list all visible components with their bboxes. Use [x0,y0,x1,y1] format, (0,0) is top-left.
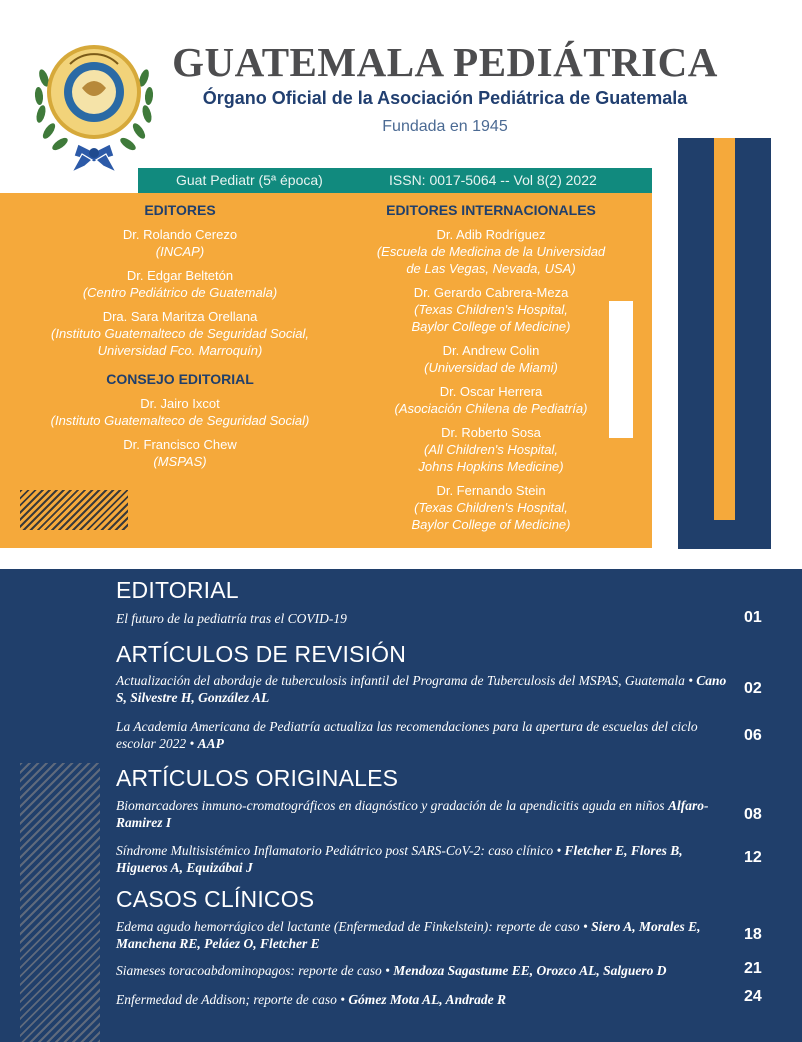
toc-page-number: 08 [744,806,762,823]
intl-editor-institution: (All Children's Hospital, [424,442,558,457]
toc-entry-authors: Mendoza Sagastume EE, Orozco AL, Salguero D [393,963,667,978]
intl-editor-name: Dr. Fernando Stein [436,483,546,498]
board-entry [20,436,340,470]
toc-entry-title: La Academia Americana de Pediatría actualiza las recomendaciones para la apertura de escuelas del ciclo escolar 2022 • [116,719,698,751]
toc-page-number: 01 [744,609,762,626]
toc-entry-title: Siameses toracoabdominopagos: reporte de caso • [116,963,394,978]
toc-page-number: 24 [744,988,762,1005]
intl-editor-entry [355,482,627,533]
intl-editor-institution: Johns Hopkins Medicine) [418,459,564,474]
toc-entry-authors: Fletcher E, Flores B, Higueros A, Equizábai J [116,843,683,875]
intl-editor-name: Dr. Gerardo Cabrera-Meza [413,285,569,300]
intl-editor-name: Dr. Roberto Sosa [441,425,541,440]
toc-entry-title: Enfermedad de Addison; reporte de caso • [116,992,349,1007]
toc-entry[interactable] [116,672,736,706]
intl-editor-institution: (Texas Children's Hospital, [414,302,568,317]
toc-entry-authors: Alfaro-Ramirez I [116,798,709,830]
board-heading: CONSEJO EDITORIAL [106,371,254,387]
toc-entry-authors: AAP [197,736,224,751]
toc-entry-title: Edema agudo hemorrágico del lactante (Enfermedad de Finkelstein): reporte de caso • [116,919,592,934]
toc-entry-title: Síndrome Multisistémico Inflamatorio Pediátrico post SARS-CoV-2: caso clínico • [116,843,565,858]
intl-editor-name: Dr. Oscar Herrera [439,384,543,399]
toc-entry-authors: Gómez Mota AL, Andrade R [348,992,506,1007]
intl-editor-entry [355,342,627,376]
toc-section-original-articles: ARTÍCULOS ORIGINALES [116,765,399,791]
journal-abbreviation: Guat Pediatr (5ª época) [176,172,323,188]
editor-entry [20,308,340,359]
decorative-hatch-strip [20,763,100,1042]
toc-page-number: 12 [744,849,762,866]
editor-institution: Universidad Fco. Marroquín) [97,343,263,358]
decorative-orange-stripe [714,138,735,520]
editors-heading: EDITORES [144,202,216,218]
intl-editor-entry [355,383,627,417]
toc-page-number: 02 [744,680,762,697]
intl-editor-entry [355,226,627,277]
toc-entry[interactable] [116,842,736,876]
toc-section-review-articles: ARTÍCULOS DE REVISIÓN [116,641,407,667]
toc-entry[interactable] [116,962,736,979]
issn-volume: ISSN: 0017-5064 -- Vol 8(2) 2022 [389,172,597,188]
toc-section-editorial: EDITORIAL [116,577,239,603]
toc-entry-title: Biomarcadores inmuno-cromatográficos en diagnóstico y gradación de la apendicitis aguda en niños [116,798,668,813]
intl-editor-institution: Baylor College of Medicine) [411,517,571,532]
editor-name: Dr. Rolando Cerezo [122,227,238,242]
toc-entry-title: Actualización del abordaje de tuberculosis infantil del Programa de Tuberculosis del MSPAS, Guatemala • [116,673,697,688]
intl-editor-institution: (Texas Children's Hospital, [414,500,568,515]
international-editors-column [355,201,627,533]
association-logo [30,34,158,174]
toc-page-number: 21 [744,960,762,977]
editor-institution: (INCAP) [155,244,205,259]
founded-text: Fundada en 1945 [382,118,508,135]
editor-name: Dra. Sara Maritza Orellana [102,309,258,324]
editor-entry [20,226,340,260]
editor-institution: (Instituto Guatemalteco de Seguridad Social, [51,326,309,341]
editor-institution: (Centro Pediátrico de Guatemala) [82,285,278,300]
editor-entry [20,267,340,301]
toc-entry[interactable] [116,991,736,1008]
toc-entry[interactable] [116,610,736,627]
board-entry [20,395,340,429]
issue-info-strip [138,168,652,193]
toc-section-clinical-cases: CASOS CLÍNICOS [116,886,315,912]
editors-column [20,201,340,470]
intl-editor-name: Dr. Andrew Colin [442,343,540,358]
board-member-institution: (Instituto Guatemalteco de Seguridad Social) [50,413,310,428]
intl-editor-name: Dr. Adib Rodríguez [436,227,546,242]
decorative-hatch-box [20,490,128,530]
intl-editor-institution: de Las Vegas, Nevada, USA) [406,261,576,276]
intl-editor-entry [355,424,627,475]
intl-editor-institution: (Escuela de Medicina de la Universidad [376,244,606,259]
intl-editors-heading: EDITORES INTERNACIONALES [386,202,596,218]
intl-editor-institution: Baylor College of Medicine) [411,319,571,334]
board-member-name: Dr. Francisco Chew [123,437,237,452]
board-member-institution: (MSPAS) [153,454,207,469]
intl-editor-institution: (Universidad de Miami) [424,360,558,375]
editor-name: Dr. Edgar Beltetón [126,268,234,283]
board-member-name: Dr. Jairo Ixcot [140,396,220,411]
toc-page-number: 18 [744,926,762,943]
intl-editor-institution: (Asociación Chilena de Pediatría) [394,401,588,416]
journal-title: GUATEMALA PEDIÁTRICA [172,39,718,85]
toc-entry[interactable] [116,797,736,831]
toc-entry-title: El futuro de la pediatría tras el COVID-19 [116,611,347,626]
toc-entry-authors: Cano S, Silvestre H, González AL [116,673,727,705]
intl-editor-entry [355,284,627,335]
toc-page-number: 06 [744,727,762,744]
journal-subtitle: Órgano Oficial de la Asociación Pediátrica de Guatemala [202,88,688,108]
toc-entry[interactable] [116,918,736,952]
toc-entry[interactable] [116,718,736,752]
toc-entry-authors: Siero A, Morales E, Manchena RE, Peláez O, Fletcher E [116,919,701,951]
